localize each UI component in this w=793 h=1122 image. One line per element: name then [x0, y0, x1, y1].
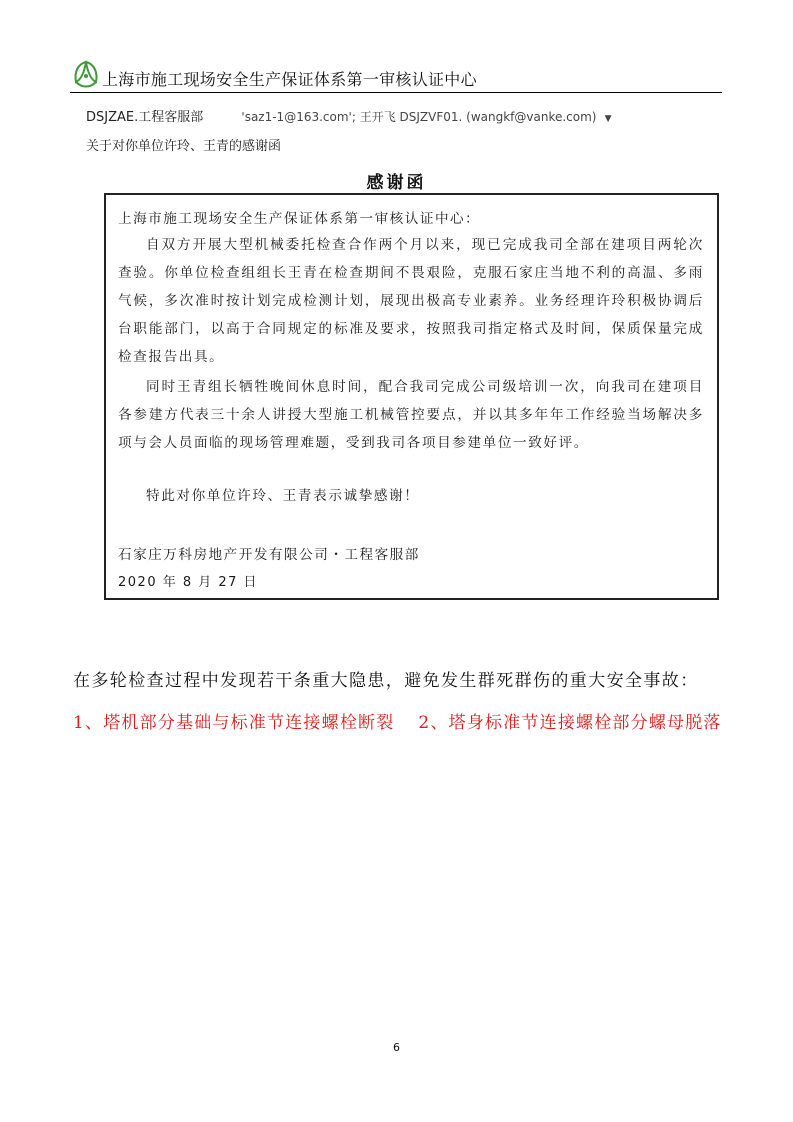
email-recipients: 'saz1-1@163.com'; 王开飞 DSJZVF01. (wangkf@vanke.com)	[241, 110, 597, 124]
letter-paragraph: 特此对你单位许玲、王青表示诚挚感谢！	[146, 488, 420, 504]
email-sender: DSJZAE.工程客服部	[86, 110, 204, 125]
chevron-down-icon[interactable]: ▼	[604, 114, 612, 124]
hazard-item: 1、塔机部分基础与标准节连接螺栓断裂	[73, 713, 395, 733]
letter-title: 感谢函	[366, 173, 427, 193]
hazard-item: 2、塔身标准节连接螺栓部分螺母脱落	[418, 713, 722, 733]
page-header	[70, 58, 722, 93]
letter-paragraph: 自双方开展大型机械委托检查合作两个月以来，现已完成我司全部在建项目两轮次查验。你单位检查组组长王青在检查期间不畏艰险，克服石家庄当地不利的高温、多雨气候，多次准时按计划完成检测计划，展现出极高专业素养。业务经理许玲积极协调后台职能部门，以高于合同规定的标准及要求，按照我司指定格式及时间，保质保量完成检查报告出具。	[118, 237, 704, 365]
thank-you-letter	[104, 193, 719, 600]
green-leaf-logo-icon	[70, 58, 102, 90]
letter-paragraph: 同时王青组长牺牲晚间休息时间，配合我司完成公司级培训一次，向我司在建项目各参建方代表三十余人讲授大型施工机械管控要点，并以其多年年工作经验当场解决多项与会人员面临的现场管理难题，受到我司各项目参建单位一致好评。	[118, 379, 704, 451]
page-number: 6	[393, 1041, 400, 1054]
header-title: 上海市施工现场安全生产保证体系第一审核认证中心	[102, 70, 477, 89]
letter-date: 2020 年 8 月 27 日	[118, 575, 259, 590]
hazard-list	[73, 708, 722, 733]
letter-signer: 石家庄万科房地产开发有限公司・工程客服部	[118, 547, 420, 563]
summary-text: 在多轮检查过程中发现若干条重大隐患，避免发生群死群伤的重大安全事故：	[73, 671, 699, 691]
email-subject: 关于对你单位许玲、王青的感谢函	[86, 139, 282, 154]
letter-salutation: 上海市施工现场安全生产保证体系第一审核认证中心：	[118, 211, 481, 227]
email-header	[86, 106, 706, 154]
